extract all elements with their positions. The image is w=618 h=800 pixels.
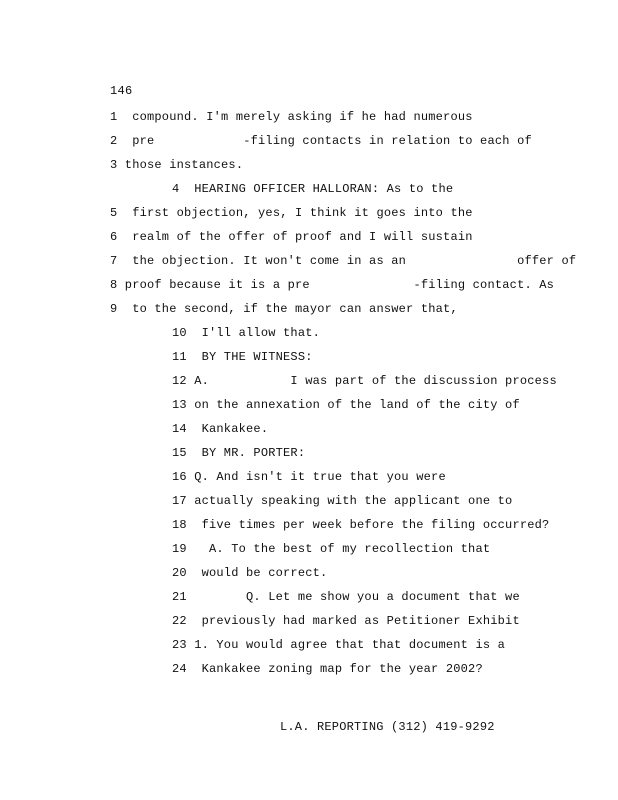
transcript-line-7: 7 the objection. It won't come in as an offer of: [110, 254, 577, 268]
transcript-line-11: 11 BY THE WITNESS:: [172, 350, 313, 364]
transcript-line-6: 6 realm of the offer of proof and I will sustain: [110, 230, 473, 244]
transcript-line-13: 13 on the annexation of the land of the city of: [172, 398, 520, 412]
transcript-line-17: 17 actually speaking with the applicant one to: [172, 494, 513, 508]
transcript-line-20: 20 would be correct.: [172, 566, 328, 580]
transcript-line-2: 2 pre -filing contacts in relation to each of: [110, 134, 532, 148]
transcript-line-5: 5 first objection, yes, I think it goes into the: [110, 206, 473, 220]
transcript-line-24: 24 Kankakee zoning map for the year 2002?: [172, 662, 483, 676]
transcript-line-15: 15 BY MR. PORTER:: [172, 446, 306, 460]
transcript-line-23: 23 1. You would agree that that document is a: [172, 638, 506, 652]
transcript-line-18: 18 five times per week before the filing occurred?: [172, 518, 550, 532]
transcript-line-3: 3 those instances.: [110, 158, 244, 172]
transcript-line-22: 22 previously had marked as Petitioner Exhibit: [172, 614, 520, 628]
page-number: 146: [110, 84, 133, 98]
transcript-line-19: 19 A. To the best of my recollection that: [172, 542, 491, 556]
transcript-line-4: 4 HEARING OFFICER HALLORAN: As to the: [172, 182, 454, 196]
transcript-line-16: 16 Q. And isn't it true that you were: [172, 470, 446, 484]
transcript-line-14: 14 Kankakee.: [172, 422, 269, 436]
transcript-line-21: 21 Q. Let me show you a document that we: [172, 590, 520, 604]
transcript-line-10: 10 I'll allow that.: [172, 326, 321, 340]
transcript-line-8: 8 proof because it is a pre -filing contact. As: [110, 278, 555, 292]
transcript-line-1: 1 compound. I'm merely asking if he had numerous: [110, 110, 473, 124]
transcript-line-12: 12 A. I was part of the discussion process: [172, 374, 557, 388]
reporter-footer: L.A. REPORTING (312) 419-9292: [280, 720, 495, 734]
transcript-line-9: 9 to the second, if the mayor can answer that,: [110, 302, 458, 316]
